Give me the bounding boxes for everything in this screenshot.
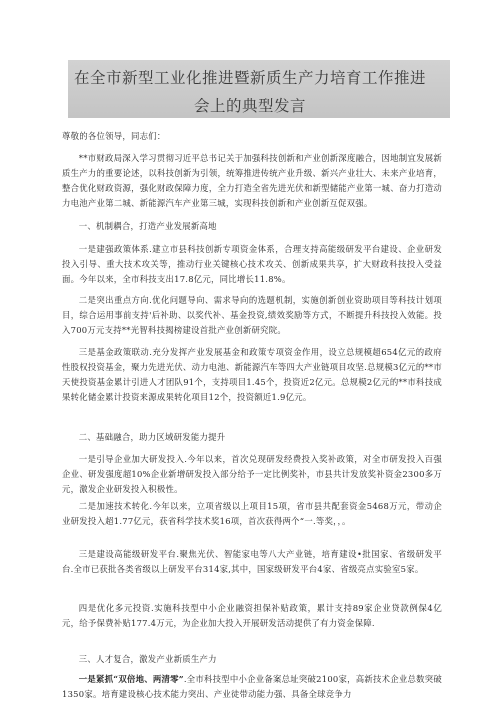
section-2-heading: 二、基础融合，助力区域研发能力提升 xyxy=(78,432,226,442)
section-2-paragraph-2: 二是加速技术转化.今年以来，立项省级以上项目15项，省市县共配套资金5468万元，带动企业研发投入超1.77亿元，获省科学技术奖16项，首次获得两个“一.等奖，，。 xyxy=(62,501,442,526)
section-1-heading: 一、机制耦合，打造产业发展新高地 xyxy=(78,221,217,231)
section-1-paragraph-3: 三是基金政策联动.充分发挥产业发展基金和政策专项资金作用，设立总规模超654亿元的政府性股权投资基金，聚力先进光伏、动力电池、新能源汽车等四大产业链项目攻坚.总规模3亿元的**市天使投资基金累计引进人才团队91个，支持项目1.45个，投资近2亿元。总规模2亿元的**市科技成果转化储金累计投资来源成果转化项目12个，投资额近1.9亿元。 xyxy=(62,347,442,402)
document-title-line-2: 会上的典型发言 xyxy=(193,97,306,115)
section-3-heading: 三、人才复合，激发产业新质生产力 xyxy=(78,654,217,664)
section-2-paragraph-3: 三是建设高能级研发平台.聚焦光伏、智能家电等八大产业链，培育建设•批国家、省级研发平台.全市已获批各类省级以上研发平台314家,其中，国家级研发平台4家、省级亮点实验室5家。 xyxy=(62,549,442,574)
section-3-paragraph-1-lead: 一是紧抓“双倍地、两清零” xyxy=(78,674,184,684)
section-1-paragraph-1: 一是建强政策体系.建立市县科技创新专项资金体系，合理支持高能级研发平台建设、企业研发投入引导、重大技术攻关等，推动行业关键核心技术攻关、创新成果共享，扩大财政科技投入受益面。今年以来，全市科技支出17.8亿元，同比增长11.8%。 xyxy=(62,244,442,284)
section-2-paragraph-1: 一是引导企业加大研发投入.今年以来，首次兑现研发经费投入奖补政策，对全市研发投入百强企业、研发强度超10%企业新增研发投入部分给予一定比例奖补，市县共计发放奖补资金2300多万元，激发企业研发投入积极性。 xyxy=(62,454,442,494)
section-3-paragraph-1-body: .全市科技型中小企业备案总址突破2100家，高新技术企业总数突破1350家。培育建设核心技术能力突出、产业徒带动能力强、具备全球竞争力 xyxy=(62,674,442,699)
intro-paragraph: **市财政局深入学习贯彻习近平总书记关于加强科技创新和产业创新深度融合，因地制宜发展新质生产力的重要论述，以科技创新为引领，统筹推进传统产业升级、新兴产业壮大、未来产业培育，整合优化财政资源，强化财政保障力度，全力打造全省先进光伏和新型储能产业第一城、奋力打造动力电池产业第二城、新能源汽车产业第三城，实现科技创新和产业创新互促双强。 xyxy=(62,153,442,208)
section-2-paragraph-4: 四是优化多元投资.实施科技型中小企业融资担保补贴政策，累计支持89家企业贷款例保4亿元，给予保费补贴177.4万元，为企业加大投入开展研发活动提供了有力资金保障. xyxy=(62,603,442,628)
section-3-paragraph-1 xyxy=(62,672,442,702)
section-1-paragraph-2: 二是突出重点方向.优化问题导向、需求导向的选题机制，实施创新创业资助项目等科技计划项目，综合运用事前支持'后补助、以奖代补、基金投资,绩效奖励等方式，不断提升科技投入效能。投入700万元支持**光智科技揭榜建设首批产业创新研究院。 xyxy=(62,295,442,335)
salutation: 尊敬的各位领导，同志们： xyxy=(62,131,166,141)
document-title-line-1: 在全市新型工业化推进暨新质生产力培育工作推进 xyxy=(73,69,426,87)
